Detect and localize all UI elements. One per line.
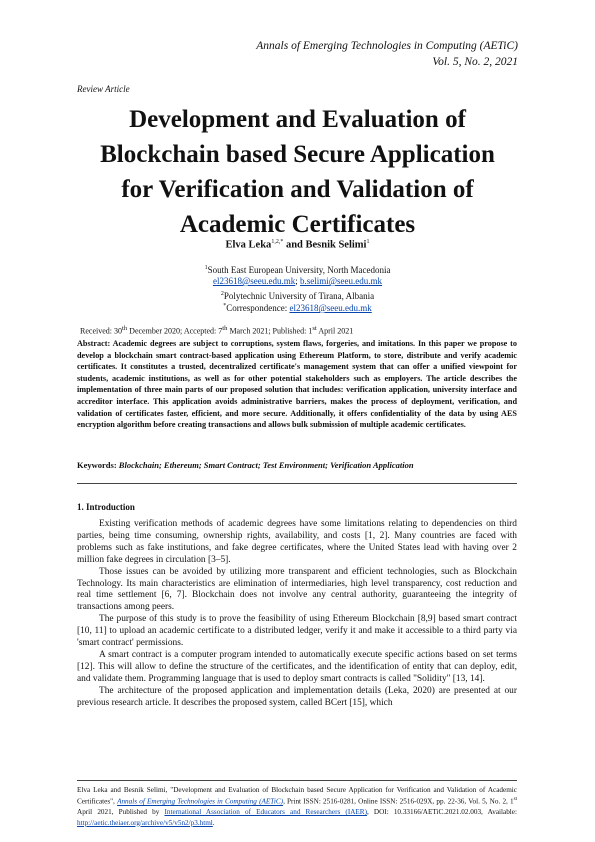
paper-title	[60, 102, 535, 242]
author-affiliation-mark: 1	[366, 239, 370, 245]
citation-footer	[77, 785, 517, 828]
keywords	[77, 460, 517, 470]
ordinal-suffix: st	[513, 797, 517, 803]
publisher-link[interactable]: International Association of Educators and Researchers (IAER)	[164, 808, 367, 817]
author-affiliation-mark: 1,2,*	[271, 239, 284, 245]
correspondence-email-link[interactable]: el23618@seeu.edu.mk	[289, 303, 372, 313]
article-url-link[interactable]: http://aetic.theiaer.org/archive/v5/v5n2/p3.html	[77, 818, 213, 827]
ordinal-suffix: th	[222, 325, 228, 332]
abstract-text: Academic degrees are subject to corruptions, system flaws, forgeries, and imitations. In this paper we propose to develop a blockchain smart contract-based application using Ethereum Platform, to store, distribute and verify academic certificates. It constitutes a trusted, decentralized certificate's management system that can offer a unified viewpoint for students, academic institutions, as well as for other potential stakeholders such as employers. The article describes the implementation of three main parts of our proposed solution that includes: verification application, university interface and accreditor interface. This application avoids administrative barriers, makes the process of deployment, verification, and validation of certificates faster, efficient, and more secure. Additionally, it offers confidentiality of the data by using AES encryption algorithm before creating transactions and allows bulk submission of multiple academic certificates.	[77, 339, 517, 430]
affiliation-text: Polytechnic University of Tirana, Albania	[223, 291, 375, 301]
body-text	[77, 519, 517, 710]
keywords-label: Keywords:	[77, 460, 117, 470]
author-name: Elva Leka	[225, 239, 272, 251]
paragraph: Those issues can be avoided by utilizing more transparent and efficient technologies, such as Blockchain Technology. Its main characteristics are elimination of intermediaries, high level transparency, cost reduction and real time settlement [6, 7]. Blockchain does not involve any central authority, guaranteeing the integrity of transactions among peers.	[77, 566, 517, 613]
correspondence-label: Correspondence:	[226, 303, 290, 313]
journal-name: Annals of Emerging Technologies in Computing (AETiC)	[256, 40, 518, 52]
published-date-text: April 2021	[316, 326, 354, 336]
email-separator: ;	[295, 276, 300, 286]
received-dates	[80, 325, 353, 336]
journal-link[interactable]: Annals of Emerging Technologies in Computing (AETiC)	[117, 797, 284, 806]
title-line: Development and Evaluation of	[129, 106, 466, 133]
affiliation-mark: 2	[220, 291, 224, 297]
correspondence	[0, 300, 595, 315]
abstract-label: Abstract:	[77, 339, 111, 348]
accepted-text: December 2020; Accepted: 7	[127, 326, 223, 336]
divider-top	[77, 483, 517, 484]
volume-info: Vol. 5, No. 2, 2021	[432, 56, 518, 68]
title-line: Blockchain based Secure Application	[100, 141, 495, 168]
paragraph: A smart contract is a computer program intended to automatically execute specific actions based on set terms [12]. This will allow to define the structure of the certificates, and the identification of entity that can deploy, edit, and validate them. Programming language that is used to deploy smart contracts is called "Solidity" [13, 14].	[77, 649, 517, 684]
article-type: Review Article	[77, 84, 130, 94]
published-text: March 2021; Published: 1	[227, 326, 313, 336]
citation-text: April 2021, Published by	[77, 808, 165, 817]
citation-text: , Print ISSN: 2516-0281, Online ISSN: 2516-029X, pp. 22-36, Vol. 5, No. 2, 1	[283, 797, 514, 806]
section-heading: 1. Introduction	[77, 502, 135, 512]
journal-header	[256, 38, 518, 70]
citation-text: .	[212, 818, 215, 827]
ordinal-suffix: th	[121, 325, 128, 332]
paragraph: The purpose of this study is to prove the feasibility of using Ethereum Blockchain [8,9] based smart contract [10, 11] to upload an academic certificate to a distributed ledger, verify it and make it accessible to a third party via 'smart contract' permissions.	[77, 614, 517, 649]
paragraph: The architecture of the proposed application and implementation details (Leka, 2020) are presented at our previous research article. It describes the proposed system, called BCert [15], which	[77, 685, 517, 708]
affiliation-mark: 1	[204, 265, 208, 271]
keywords-values: Blockchain; Ethereum; Smart Contract; Test Environment; Verification Application	[116, 460, 414, 470]
abstract	[77, 338, 517, 431]
ordinal-suffix: st	[312, 325, 317, 332]
email-link[interactable]: b.selimi@seeu.edu.mk	[300, 276, 383, 286]
paragraph: Existing verification methods of academic degrees have some limitations relating to dependencies on third parties, being time consuming, ownership rights, availability, and costs [1, 2]. Many countries are faced with problems such as fake institutions, and fake degree certificates, where the United States lead with having over 2 million fake degrees in circulation [3–5].	[77, 519, 517, 565]
citation-text: Elva Leka and Besnik Selimi, "Development and Evaluation of Blockchain based Secure Application for Verification and Validation of Academic Certificates",	[77, 786, 517, 806]
affiliation-text: South East European University, North Macedonia	[207, 265, 391, 275]
affiliation-emails	[0, 275, 595, 288]
correspondence-mark: *	[223, 303, 227, 309]
received-text: Received: 30	[80, 326, 122, 336]
title-line: for Verification and Validation of	[121, 176, 474, 203]
divider-footer	[77, 780, 517, 781]
title-line: Academic Certificates	[179, 211, 416, 238]
citation-text: , DOI: 10.33166/AETiC.2021.02.003, Available:	[366, 808, 517, 817]
author-name: Besnik Selimi	[305, 239, 367, 251]
author-list	[0, 239, 595, 251]
email-link[interactable]: el23618@seeu.edu.mk	[212, 276, 296, 286]
author-connector: and	[283, 239, 306, 251]
